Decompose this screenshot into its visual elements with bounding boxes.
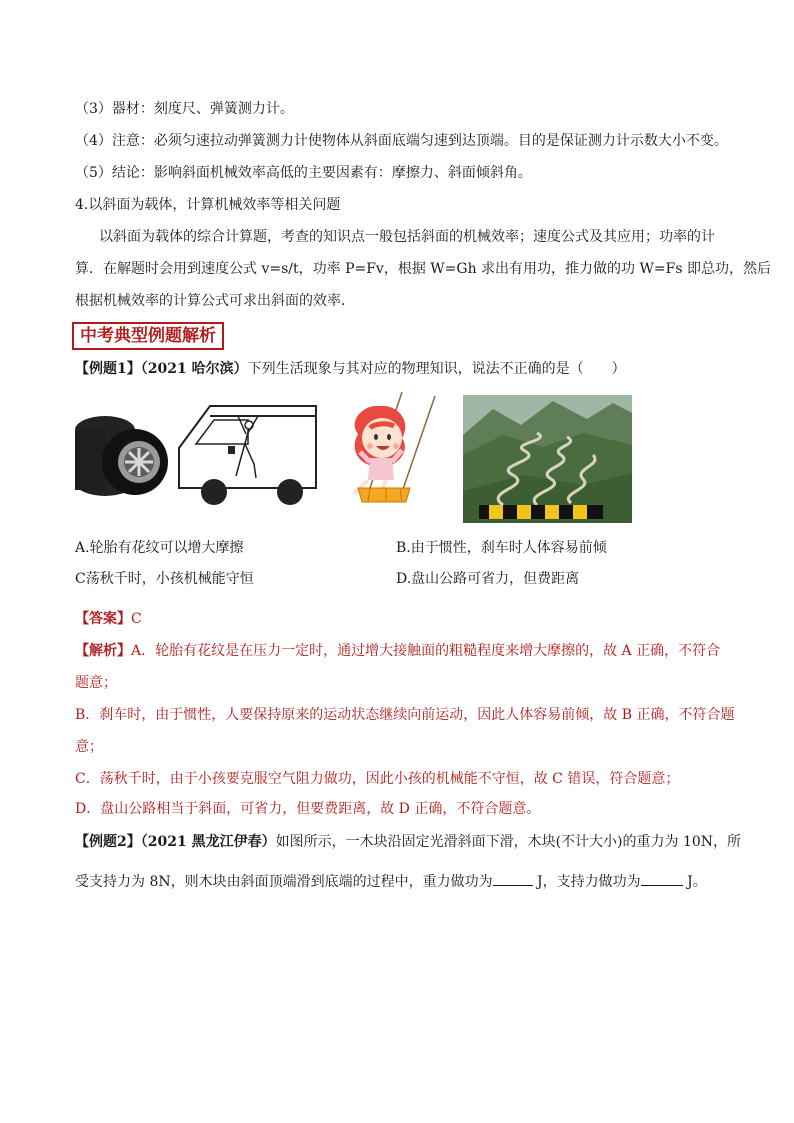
analysis-tag: 【解析】 [75, 643, 131, 659]
example1-tag: 【例题1】 [75, 361, 141, 377]
example2-text-2a: 受支持力为 8N，则木块由斜面顶端滑到底端的过程中，重力做功为 [75, 874, 493, 890]
analysis-line-b2: 意； [75, 739, 103, 755]
paragraph-line-3: 根据机械效率的计算公式可求出斜面的效率． [75, 293, 355, 309]
topic-heading: 4.以斜面为载体，计算机械效率等相关问题 [75, 197, 341, 213]
example1-source: （2021 哈尔滨） [140, 361, 248, 377]
option-d: D.盘山公路可省力，但费距离 [396, 571, 580, 587]
analysis-line-c: C．荡秋千时，由于小孩要克服空气阻力做功，因此小孩的机械能不守恒，故 C 错误，符合题意； [75, 771, 680, 787]
answer-line [75, 609, 142, 629]
answer-blank-support-work[interactable] [641, 871, 683, 886]
example2-tag: 【例题2】 [75, 834, 141, 850]
example2-paren: (不计大小) [555, 834, 623, 850]
option-c: C荡秋千时，小孩机械能守恒 [75, 571, 254, 587]
note-line: （4）注意：必须匀速拉动弹簧测力计使物体从斜面底端匀速到达顶端。目的是保证测力计示数大小不变。 [75, 133, 728, 149]
example1-question [75, 359, 626, 379]
analysis-a-text: A．轮胎有花纹是在压力一定时，通过增大接触面的粗糙程度来增大摩擦的，故 A 正确，不符合 [131, 643, 721, 659]
answer-tag: 【答案】 [75, 611, 131, 627]
analysis-line-a2: 题意； [75, 675, 117, 691]
option-a: A.轮胎有花纹可以增大摩擦 [75, 540, 244, 556]
analysis-line-d: D．盘山公路相当于斜面，可省力，但要费距离，故 D 正确，不符合题意。 [75, 801, 541, 817]
swing-image [340, 392, 444, 510]
section-title: 中考典型例题解析 [72, 322, 224, 350]
analysis-line-a1 [75, 641, 720, 661]
example1-text: 下列生活现象与其对应的物理知识，说法不正确的是（ ） [247, 361, 626, 377]
example2-text-2c: J。 [682, 874, 707, 890]
equipment-line: （3）器材：刻度尺、弹簧测力计。 [75, 101, 294, 117]
bus-braking-image [176, 404, 321, 508]
conclusion-line: （5）结论：影响斜面机械效率高低的主要因素有：摩擦力、斜面倾斜角。 [75, 165, 532, 181]
answer-value: C [131, 611, 142, 627]
paragraph-line-1: 以斜面为载体的综合计算题，考查的知识点一般包括斜面的机械效率；速度公式及其应用；功率的计 [99, 229, 715, 245]
answer-blank-gravity-work[interactable] [493, 871, 533, 886]
example2-text-2b: J，支持力做功为 [532, 874, 641, 890]
analysis-line-b1: B．刹车时，由于惯性，人要保持原来的运动状态继续向前运动，因此人体容易前倾，故 B 正确，不符合题 [75, 707, 735, 723]
example2-text-1b: 的重力为 10N，所 [622, 834, 742, 850]
example2-line-2 [75, 871, 707, 892]
paragraph-line-2: 算．在解题时会用到速度公式 v=s/t，功率 P=Fv，根据 W=Gh 求出有用功，推力做的功 W=Fs 即总功，然后 [75, 261, 771, 277]
tire-image [75, 410, 168, 502]
example2-source: （2021 黑龙江伊春） [140, 834, 276, 850]
option-b: B.由于惯性，刹车时人体容易前倾 [396, 540, 607, 556]
mountain-road-image [463, 395, 632, 523]
example2-text-1: 如图所示，一木块沿固定光滑斜面下滑，木块 [275, 834, 556, 850]
example2-line-1 [75, 832, 741, 852]
